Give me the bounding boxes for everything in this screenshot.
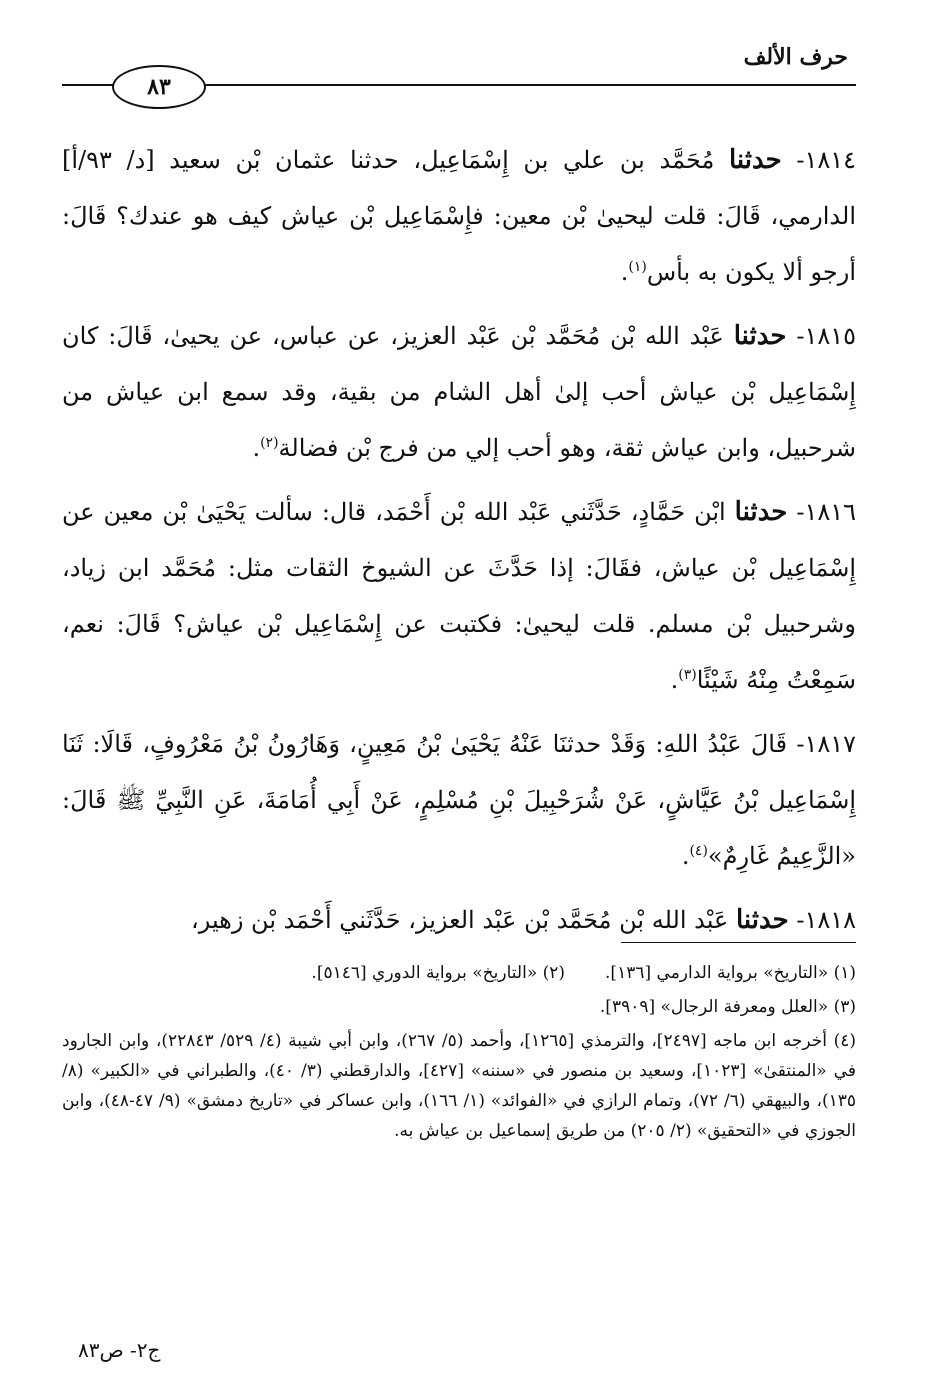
page-number-badge: [112, 65, 206, 109]
hadith-text: عَبْد الله بْن مُحَمَّد بْن عَبْد العزيز، حَدَّثَني أَحْمَد بْن زهير،: [190, 906, 729, 934]
hadith-1816: [62, 484, 856, 708]
hadith-end: .: [681, 842, 690, 870]
footnote-ref: (١): [628, 259, 647, 275]
hadith-text: قَالَ عَبْدُ اللهِ: وَقَدْ حدثنَا عَنْهُ يَحْيَىٰ بْنُ مَعِينٍ، وَهَارُونُ بْنُ مَعْرُوفٍ، قَالَا: ثَنَا إِسْمَاعِيل بْنُ عَيَّاشٍ، عَنْ شُرَحْبِيلَ بْنِ مُسْلِمٍ، عَنْ أَبِي أُمَامَةَ، عَنِ النَّبِيِّ ﷺ قَالَ: «الزَّعِيمُ غَارِمٌ»: [62, 730, 856, 870]
volume-page-footer: ج٢- ص٨٣: [78, 1338, 161, 1362]
hadith-1815: [62, 308, 856, 476]
hadith-number: ١٨١٧-: [796, 730, 856, 758]
footnote-3: (٣) «العلل ومعرفة الرجال» [٣٩٠٩].: [599, 997, 856, 1017]
hadith-number: ١٨١٦-: [796, 498, 856, 526]
hadith-number: ١٨١٨-: [796, 906, 856, 934]
chapter-title: حرف الألف: [743, 44, 848, 70]
hadith-1817: [62, 716, 856, 884]
footnotes: [62, 958, 856, 1146]
hadith-end: .: [620, 258, 629, 286]
main-text: [62, 132, 856, 956]
page-number: ٨٣: [147, 74, 171, 100]
footnote-1: (١) «التاريخ» برواية الدارمي [١٣٦].: [605, 963, 856, 983]
footnote-separator: [621, 942, 856, 943]
hadith-1814: [62, 132, 856, 300]
footnote-ref: (٤): [689, 843, 708, 859]
hadith-end: .: [670, 666, 679, 694]
hadith-text: عَبْد الله بْن مُحَمَّد بْن عَبْد العزيز، عن عباس، عن يحيىٰ، قَالَ: كان إِسْمَاعِيل بْن عياش أحب إلىٰ أهل الشام من بقية، وقد سمع ابن عياش من شرحبيل، وابن عياش ثقة، وهو أحب إلي من فرج بْن فضالة: [62, 322, 856, 462]
hadith-text: ابْن حَمَّادٍ، حَدَّثَني عَبْد الله بْن أَحْمَد، قال: سألت يَحْيَىٰ بْن معين عن إِسْمَاعِيل بْن عياش، فقَالَ: إذا حَدَّثَ عن الشيوخ الثقات مثل: مُحَمَّد ابن زياد، وشرحبيل بْن مسلم. قلت ليحيىٰ: فكتبت عن إِسْمَاعِيل بْن عياش؟ قَالَ: نعم، سَمِعْتُ مِنْهُ شَيْئًا: [62, 498, 856, 694]
hadith-lead: حدثنا: [734, 497, 788, 527]
hadith-lead: حدثنا: [733, 321, 787, 351]
footnote-ref: (٢): [260, 435, 279, 451]
footnote-2: (٢) «التاريخ» برواية الدوري [٥١٤٦].: [311, 963, 566, 983]
hadith-text: مُحَمَّد بن علي بن إِسْمَاعِيل، حدثنا عثمان بْن سعيد [د/ ٩٣/أ] الدارمي، قَالَ: قلت ليحيىٰ بْن معين: فإِسْمَاعِيل بْن عياش كيف هو عندك؟ قَالَ: أرجو ألا يكون به بأس: [62, 146, 856, 286]
hadith-number: ١٨١٤-: [796, 146, 856, 174]
hadith-1818: [62, 892, 856, 948]
hadith-end: .: [252, 434, 261, 462]
footnote-row: [62, 958, 856, 988]
footnote-4: (٤) أخرجه ابن ماجه [٢٤٩٧]، والترمذي [١٢٦٥]، وأحمد (٥/ ٢٦٧)، وابن أبي شيبة (٤/ ٥٢٩/ ٢٢٨٤٣)، وابن الجارود في «المنتقىٰ» [١٠٢٣]، وسعيد بن منصور في «سننه» [٤٢٧]، والدارقطني (٣/ ٤٠)، والطبراني في «الكبير» (٨/ ١٣٥)، والبيهقي (٦/ ٧٢)، وتمام الرازي في «الفوائد» (١/ ١٦٦)، وابن عساكر في «تاريخ دمشق» (٩/ ٤٧-٤٨)، وابن الجوزي في «التحقيق» (٢/ ٢٠٥) من طريق إسماعيل بن عياش به.: [62, 1031, 857, 1141]
hadith-number: ١٨١٥-: [796, 322, 856, 350]
hadith-lead: حدثنا: [728, 145, 782, 175]
footnote-ref: (٣): [678, 667, 697, 683]
hadith-lead: حدثنا: [735, 905, 789, 935]
